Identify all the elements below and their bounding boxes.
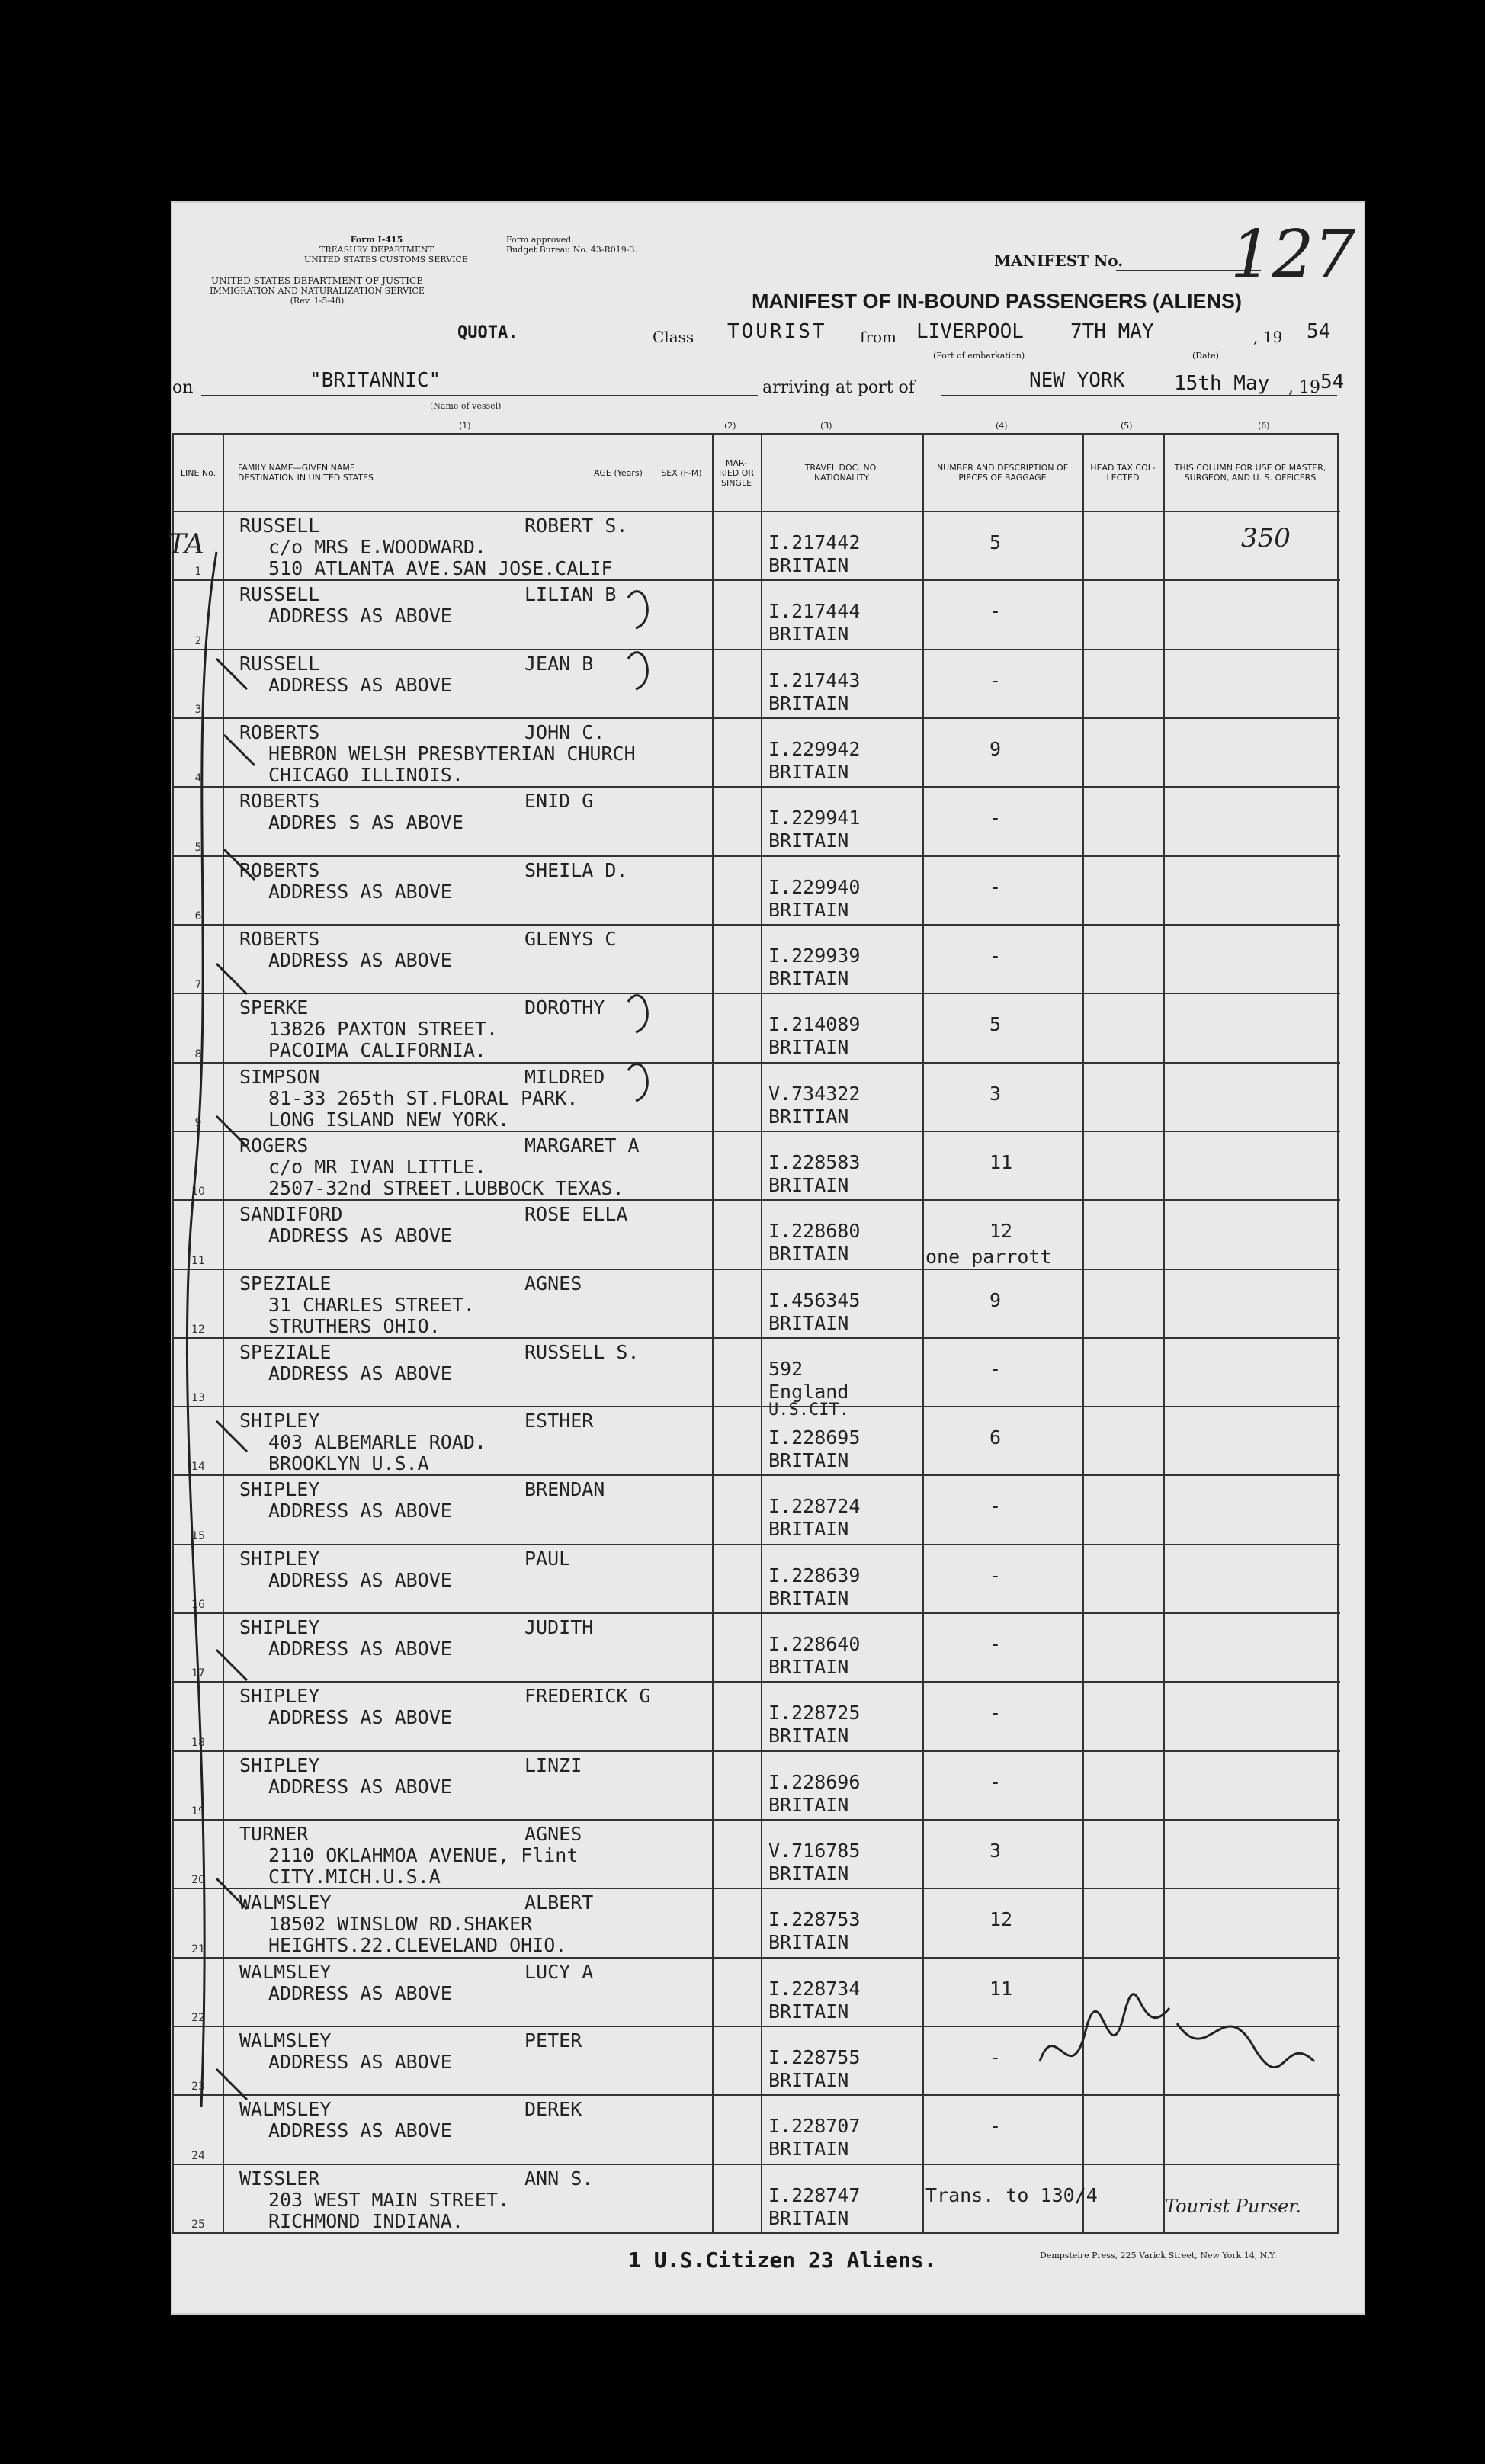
given-name: DOROTHY: [524, 996, 605, 1019]
address-line-1: ADDRESS AS ABOVE: [268, 1362, 452, 1384]
baggage: 3: [989, 1082, 1002, 1105]
family-name: SPEZIALE: [239, 1272, 332, 1295]
given-name: SHEILA D.: [524, 858, 628, 881]
address-line-1: ADDRESS AS ABOVE: [268, 2051, 452, 2074]
address-line-1: ADDRESS AS ABOVE: [268, 2119, 452, 2142]
baggage: -: [989, 600, 1002, 623]
travel-doc-number: I.228680: [768, 1220, 861, 1243]
nationality: BRITAIN: [768, 760, 849, 783]
nationality: BRITAIN: [768, 1656, 849, 1679]
department: TREASURY DEPARTMENT: [319, 245, 434, 255]
date-note: (Date): [1192, 351, 1219, 361]
address-line-1: ADDRES S AS ABOVE: [268, 811, 463, 834]
baggage: -: [989, 2046, 1002, 2069]
family-name: SHIPLEY: [239, 1410, 320, 1433]
given-name: ALBERT: [524, 1891, 594, 1914]
baggage: 12: [989, 1908, 1013, 1931]
arrival-port: NEW YORK: [1029, 369, 1125, 392]
travel-doc-number: 592: [768, 1357, 803, 1380]
baggage: -: [989, 807, 1002, 829]
travel-doc-number: I.228747: [768, 2183, 861, 2206]
travel-doc-number: I.228583: [768, 1150, 861, 1173]
address-line-1: ADDRESS AS ABOVE: [268, 1981, 452, 2004]
manifest-number: 127: [1230, 217, 1356, 293]
line-number: 1: [194, 566, 202, 579]
travel-doc-number: I.214089: [768, 1013, 861, 1036]
col-header-married: MAR-RIED OR SINGLE: [718, 457, 755, 488]
travel-doc-number: I.228640: [768, 1633, 861, 1656]
line-number: 22: [191, 2012, 205, 2025]
baggage: -: [989, 875, 1002, 898]
given-name: LILIAN B: [524, 583, 617, 606]
col-header-head-tax: HEAD TAX COL-LECTED: [1090, 463, 1156, 483]
travel-doc-number: I.228734: [768, 1977, 861, 2000]
summary-line: 1 U.S.Citizen 23 Aliens.: [628, 2247, 937, 2273]
travel-doc-number: I.228753: [768, 1908, 861, 1931]
address-line-1: c/o MRS E.WOODWARD.: [268, 536, 486, 558]
baggage: 12: [989, 1220, 1013, 1243]
line-number: 6: [194, 910, 202, 922]
address-line-1: ADDRESS AS ABOVE: [268, 880, 452, 903]
line-number: 13: [191, 1392, 205, 1405]
baggage: 3: [989, 1840, 1002, 1862]
travel-doc-number: I.229942: [768, 737, 861, 760]
address-line-2: 510 ATLANTA AVE.SAN JOSE.CALIF: [268, 557, 613, 579]
departure-date: 7TH MAY: [1070, 320, 1154, 343]
arrival-year: 54: [1320, 371, 1345, 393]
line-number: 11: [191, 1254, 205, 1267]
line-number: 18: [191, 1736, 205, 1749]
address-line-1: c/o MR IVAN LITTLE.: [268, 1155, 486, 1178]
col-header-baggage: NUMBER AND DESCRIPTION OF PIECES OF BAGGAGE: [936, 463, 1069, 483]
family-name: WALMSLEY: [239, 2098, 332, 2121]
travel-doc-number: I.228696: [768, 1770, 861, 1793]
baggage: -: [989, 1633, 1002, 1656]
address-line-2: LONG ISLAND NEW YORK.: [268, 1108, 510, 1131]
line-number: 2: [194, 634, 202, 647]
line-number: 16: [191, 1599, 205, 1612]
address-line-1: ADDRESS AS ABOVE: [268, 1775, 452, 1798]
embark-note: (Port of embarkation): [933, 351, 1025, 361]
travel-doc-number: V.716785: [768, 1840, 861, 1862]
nationality: BRITAIN: [768, 898, 849, 921]
given-name: LUCY A: [524, 1960, 594, 1983]
address-line-2: BROOKLYN U.S.A: [268, 1452, 429, 1475]
address-line-2: RICHMOND INDIANA.: [268, 2209, 463, 2232]
baggage: Trans. to 130/4: [925, 2183, 1098, 2206]
address-line-2: CITY.MICH.U.S.A: [268, 1866, 441, 1888]
line-number: 10: [191, 1185, 205, 1198]
family-name: SHIPLEY: [239, 1753, 320, 1776]
travel-doc-number: I.229939: [768, 944, 861, 967]
baggage: -: [989, 1357, 1002, 1380]
nationality: BRITAIN: [768, 1724, 849, 1747]
line-number: 14: [191, 1461, 205, 1474]
line-number: 5: [194, 841, 202, 854]
given-name: RUSSELL S.: [524, 1340, 640, 1363]
line-number: 25: [191, 2218, 205, 2231]
travel-doc-number: I.228707: [768, 2115, 861, 2138]
nationality: BRITAIN: [768, 1311, 849, 1334]
family-name: WISSLER: [239, 2167, 320, 2190]
col-number: (4): [996, 421, 1008, 431]
family-name: ROBERTS: [239, 858, 320, 881]
address-line-1: ADDRESS AS ABOVE: [268, 1706, 452, 1729]
nationality: BRITAIN: [768, 1243, 849, 1266]
justice-dept: UNITED STATES DEPARTMENT OF JUSTICE: [211, 275, 423, 286]
given-name: AGNES: [524, 1823, 582, 1846]
line-number: 8: [194, 1048, 202, 1060]
line-number: 3: [194, 703, 202, 716]
nationality: BRITAIN: [768, 1793, 849, 1816]
given-name: ESTHER: [524, 1410, 594, 1433]
col-header-line: LINE No.: [180, 467, 216, 478]
line-number: 24: [191, 2149, 205, 2162]
line-number: 12: [191, 1323, 205, 1336]
nationality: BRITAIN: [768, 1587, 849, 1609]
travel-doc-number: I.229941: [768, 807, 861, 829]
nationality: BRITIAN: [768, 1105, 849, 1128]
col-number: (1): [459, 421, 471, 431]
address-line-1: ADDRESS AS ABOVE: [268, 1500, 452, 1522]
nationality-note: U.S.CIT.: [768, 1400, 849, 1420]
family-name: SHIPLEY: [239, 1547, 320, 1570]
address-line-1: 18502 WINSLOW RD.SHAKER: [268, 1913, 533, 1936]
address-line-1: ADDRESS AS ABOVE: [268, 605, 452, 627]
address-line-1: HEBRON WELSH PRESBYTERIAN CHURCH: [268, 742, 636, 765]
baggage: 9: [989, 1288, 1002, 1311]
baggage: 5: [989, 1013, 1002, 1036]
line-number: 7: [194, 979, 202, 992]
manifest-no-label: MANIFEST No.: [994, 252, 1124, 270]
line-number: 4: [194, 772, 202, 785]
nationality: BRITAIN: [768, 1518, 849, 1541]
punch-hole: [87, 2016, 122, 2051]
address-line-1: 203 WEST MAIN STREET.: [268, 2188, 510, 2211]
officer-note: Tourist Purser.: [1165, 2195, 1301, 2217]
col-header-sex: SEX (F-M): [661, 467, 702, 478]
baggage: 11: [989, 1150, 1013, 1173]
col-header-age: AGE (Years): [594, 467, 643, 478]
family-name: RUSSELL: [239, 652, 320, 675]
line-number: 15: [191, 1529, 205, 1542]
form-approved: Form approved.: [506, 235, 574, 245]
handwritten-annotations: [171, 201, 1365, 2315]
budget-bureau: Budget Bureau No. 43-R019-3.: [506, 245, 638, 255]
family-name: RUSSELL: [239, 515, 320, 537]
nationality: BRITAIN: [768, 623, 849, 646]
baggage-description: one parrott: [925, 1246, 1052, 1269]
col-header-name: FAMILY NAME—GIVEN NAME DESTINATION IN UNITED STATES: [238, 463, 374, 483]
family-name: RUSSELL: [239, 583, 320, 606]
address-line-1: 31 CHARLES STREET.: [268, 1293, 475, 1316]
address-line-1: 2110 OKLAHMOA AVENUE, Flint: [268, 1844, 579, 1867]
given-name: DEREK: [524, 2098, 582, 2121]
col-number: (3): [820, 421, 832, 431]
travel-doc-number: I.217443: [768, 669, 861, 691]
ins: IMMIGRATION AND NATURALIZATION SERVICE: [210, 286, 425, 296]
family-name: SANDIFORD: [239, 1203, 343, 1226]
family-name: ROGERS: [239, 1134, 309, 1157]
travel-doc-number: I.228724: [768, 1495, 861, 1518]
address-line-2: STRUTHERS OHIO.: [268, 1314, 441, 1337]
year-prefix: , 19: [1253, 328, 1283, 346]
travel-doc-number: I.229940: [768, 875, 861, 898]
from-label: from: [860, 328, 896, 346]
travel-doc-number: I.456345: [768, 1288, 861, 1311]
travel-doc-number: I.217442: [768, 531, 861, 553]
vessel-note: (Name of vessel): [430, 401, 502, 411]
nationality: BRITAIN: [768, 2000, 849, 2023]
address-line-1: ADDRESS AS ABOVE: [268, 673, 452, 696]
revision: (Rev. 1-5-48): [290, 296, 345, 306]
given-name: FREDERICK G: [524, 1685, 651, 1708]
given-name: JUDITH: [524, 1616, 594, 1639]
family-name: ROBERTS: [239, 790, 320, 813]
printer-credit: Dempsteire Press, 225 Varick Street, New York 14, N.Y.: [1040, 2251, 1277, 2260]
family-name: WALMSLEY: [239, 1891, 332, 1914]
nationality: England: [768, 1380, 849, 1403]
manifest-page: [168, 201, 1365, 2315]
quota-label: QUOTA.: [457, 323, 518, 342]
given-name: ENID G: [524, 790, 594, 813]
nationality: BRITAIN: [768, 1173, 849, 1196]
baggage: -: [989, 1495, 1002, 1518]
travel-doc-number: I.217444: [768, 600, 861, 623]
baggage: 5: [989, 531, 1002, 553]
family-name: ROBERTS: [239, 720, 320, 743]
nationality: BRITAIN: [768, 554, 849, 576]
arrival-date: 15th May: [1174, 372, 1270, 395]
family-name: TURNER: [239, 1823, 309, 1846]
punch-hole: [87, 357, 122, 392]
family-name: SIMPSON: [239, 1065, 320, 1088]
address-line-1: 403 ALBEMARLE ROAD.: [268, 1431, 486, 1454]
margin-note-ta: TA: [168, 529, 205, 560]
line-number: 21: [191, 1943, 205, 1955]
form-number: Form I-415: [350, 235, 403, 245]
nationality: BRITAIN: [768, 2138, 849, 2161]
address-line-1: 81-33 265th ST.FLORAL PARK.: [268, 1086, 579, 1109]
baggage: -: [989, 944, 1002, 967]
travel-doc-number: I.228695: [768, 1426, 861, 1449]
line-number: 23: [191, 2081, 205, 2093]
nationality: BRITAIN: [768, 967, 849, 990]
line-number: 17: [191, 1667, 205, 1680]
year-value: 54: [1307, 320, 1331, 343]
address-line-2: HEIGHTS.22.CLEVELAND OHIO.: [268, 1934, 567, 1957]
nationality: BRITAIN: [768, 1449, 849, 1472]
on-label: on: [172, 378, 194, 397]
given-name: MILDRED: [524, 1065, 605, 1088]
class-label: Class: [653, 328, 694, 346]
given-name: BRENDAN: [524, 1478, 605, 1501]
punch-hole: [87, 2229, 122, 2264]
line-number: 19: [191, 1805, 205, 1818]
given-name: JOHN C.: [524, 720, 605, 743]
nationality: BRITAIN: [768, 829, 849, 852]
travel-doc-number: I.228639: [768, 1564, 861, 1587]
baggage: 9: [989, 737, 1002, 760]
address-line-1: ADDRESS AS ABOVE: [268, 1224, 452, 1247]
line-number: 20: [191, 1874, 205, 1887]
given-name: ROSE ELLA: [524, 1203, 628, 1226]
baggage: 6: [989, 1426, 1002, 1449]
manifest-title: MANIFEST OF IN-BOUND PASSENGERS (ALIENS): [752, 290, 1243, 313]
arrival-year-prefix: , 19: [1288, 378, 1320, 397]
baggage: -: [989, 1770, 1002, 1793]
nationality: BRITAIN: [768, 2206, 849, 2229]
vessel-name: "BRITANNIC": [310, 369, 441, 392]
col-number: (5): [1121, 421, 1133, 431]
given-name: ANN S.: [524, 2167, 594, 2190]
given-name: ROBERT S.: [524, 515, 628, 537]
given-name: JEAN B: [524, 652, 594, 675]
address-line-1: ADDRESS AS ABOVE: [268, 948, 452, 971]
family-name: WALMSLEY: [239, 2029, 332, 2052]
address-line-2: CHICAGO ILLINOIS.: [268, 763, 463, 786]
family-name: SHIPLEY: [239, 1478, 320, 1501]
nationality: BRITAIN: [768, 1931, 849, 1954]
nationality: BRITAIN: [768, 2069, 849, 2092]
line-number: 9: [194, 1116, 202, 1129]
col-header-officers: THIS COLUMN FOR USE OF MASTER, SURGEON, AND U. S. OFFICERS: [1174, 463, 1326, 483]
travel-doc-number: I.228725: [768, 1702, 861, 1724]
punch-hole: [87, 250, 122, 285]
baggage: -: [989, 669, 1002, 691]
address-line-2: 2507-32nd STREET.LUBBOCK TEXAS.: [268, 1176, 624, 1199]
arriving-label: arriving at port of: [762, 378, 915, 397]
family-name: SHIPLEY: [239, 1616, 320, 1639]
given-name: AGNES: [524, 1272, 582, 1295]
family-name: SPEZIALE: [239, 1340, 332, 1363]
family-name: WALMSLEY: [239, 1960, 332, 1983]
nationality: BRITAIN: [768, 1036, 849, 1059]
baggage: 11: [989, 1977, 1013, 2000]
travel-doc-number: V.734322: [768, 1082, 861, 1105]
baggage: -: [989, 2115, 1002, 2138]
col-number: (2): [724, 421, 736, 431]
customs-service: UNITED STATES CUSTOMS SERVICE: [304, 255, 468, 265]
nationality: BRITAIN: [768, 1862, 849, 1885]
officer-note: 350: [1241, 523, 1291, 553]
col-number: (6): [1258, 421, 1270, 431]
nationality: BRITAIN: [768, 691, 849, 714]
class-value: TOURIST: [727, 320, 827, 343]
address-line-1: ADDRESS AS ABOVE: [268, 1568, 452, 1591]
family-name: SPERKE: [239, 996, 309, 1019]
travel-doc-number: I.228755: [768, 2046, 861, 2069]
baggage: -: [989, 1564, 1002, 1587]
family-name: SHIPLEY: [239, 1685, 320, 1708]
family-name: ROBERTS: [239, 927, 320, 950]
given-name: MARGARET A: [524, 1134, 640, 1157]
given-name: LINZI: [524, 1753, 582, 1776]
address-line-1: ADDRESS AS ABOVE: [268, 1638, 452, 1660]
given-name: PAUL: [524, 1547, 571, 1570]
punch-hole: [87, 460, 122, 496]
given-name: PETER: [524, 2029, 582, 2052]
address-line-2: PACOIMA CALIFORNIA.: [268, 1039, 486, 1062]
given-name: GLENYS C: [524, 927, 617, 950]
baggage: -: [989, 1702, 1002, 1724]
from-value: LIVERPOOL: [916, 320, 1024, 343]
col-header-travel-doc: TRAVEL DOC. NO. NATIONALITY: [804, 463, 879, 483]
address-line-1: 13826 PAXTON STREET.: [268, 1018, 499, 1041]
punch-hole: [87, 1244, 122, 1279]
